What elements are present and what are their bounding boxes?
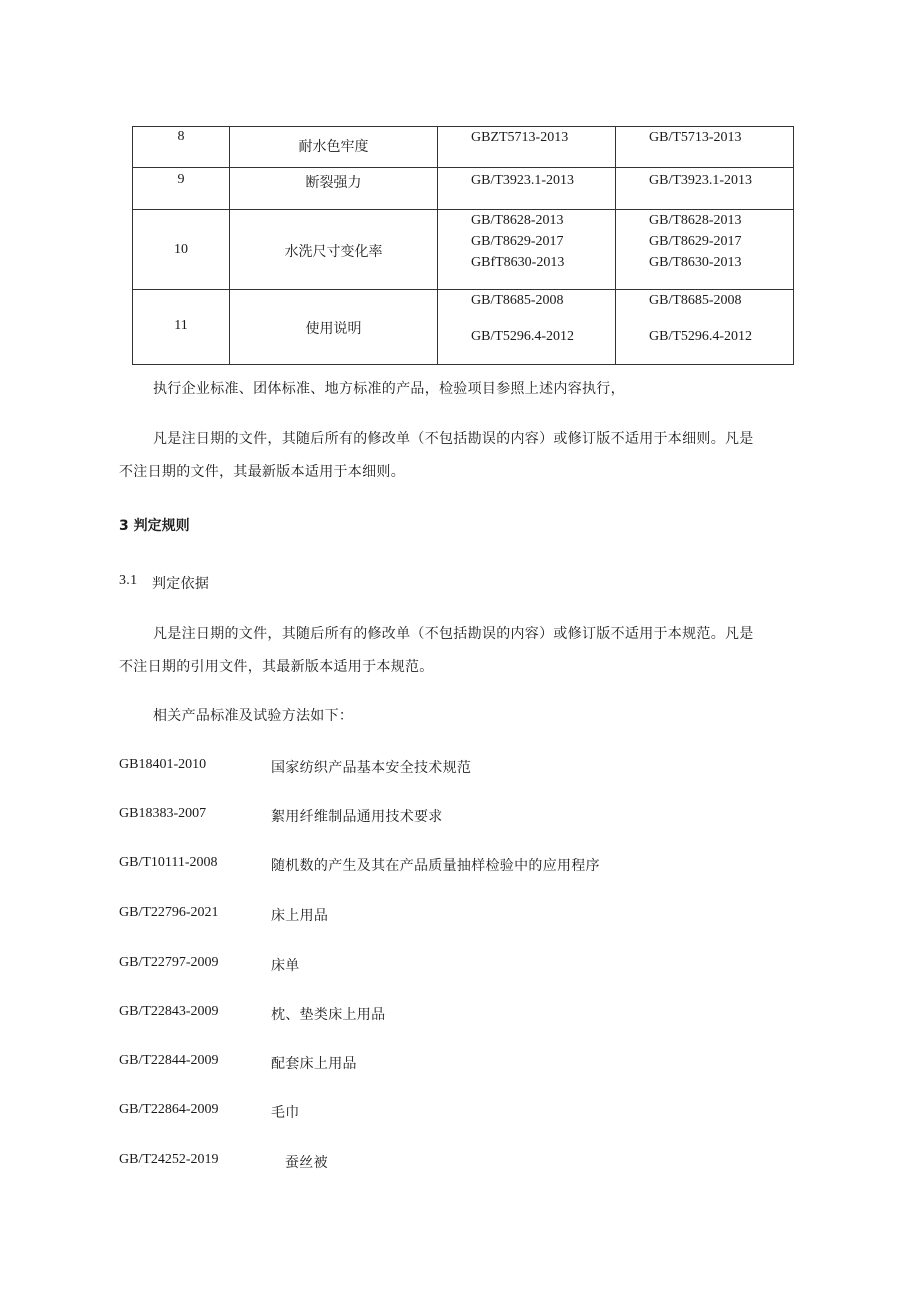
standard-a-cell [438, 127, 616, 168]
reference-title: 毛巾 [271, 1105, 300, 1121]
reference-code: GB/T10111-2008 [119, 855, 218, 870]
paragraph-dated-docs-line2: 不注日期的文件，其最新版本适用于本细则。 [119, 464, 405, 480]
section-heading-3: 3 判定规则 [119, 518, 190, 534]
item-name: 耐水色牢度 [298, 139, 369, 155]
reference-code: GB18401-2010 [119, 757, 207, 772]
reference-title: 床上用品 [271, 908, 329, 924]
reference-title: 随机数的产生及其在产品质量抽样检验中的应用程序 [271, 858, 600, 874]
standard-a-line: GB/T8629-2017 [471, 234, 564, 249]
reference-title: 枕、垫类床上用品 [271, 1007, 386, 1023]
reference-title: 国家纺织产品基本安全技术规范 [271, 760, 472, 776]
standard-b-cell [616, 168, 794, 210]
reference-title: 床单 [271, 958, 300, 974]
reference-code: GB/T24252-2019 [119, 1152, 219, 1167]
standard-b-line: GB/T5713-2013 [649, 130, 742, 145]
subsection-title: 判定依据 [152, 576, 210, 592]
reference-code: GB/T22796-2021 [119, 905, 219, 920]
item-cell [230, 290, 438, 365]
standard-b-line: GB/T5296.4-2012 [649, 329, 753, 344]
standard-a-line: GB/T8628-2013 [471, 213, 564, 228]
reference-code: GB18383-2007 [119, 806, 207, 821]
row-number: 8 [177, 129, 185, 144]
row-number-cell [133, 210, 230, 290]
reference-title: 配套床上用品 [271, 1056, 357, 1072]
item-name: 使用说明 [305, 321, 362, 337]
table-row [133, 168, 794, 210]
paragraph-dated-refs-line1: 凡是注日期的文件，其随后所有的修改单（不包括勘误的内容）或修订版不适用于本规范。凡是 [153, 626, 754, 642]
standard-b-cell [616, 210, 794, 290]
table-row [133, 210, 794, 290]
item-cell [230, 127, 438, 168]
reference-title: 蚕丝被 [285, 1155, 328, 1171]
reference-code: GB/T22864-2009 [119, 1102, 219, 1117]
standard-a-line: GB/T8685-2008 [471, 293, 564, 308]
row-number-cell [133, 290, 230, 365]
standard-b-line: GB/T8685-2008 [649, 293, 742, 308]
row-number: 10 [174, 242, 188, 257]
paragraph-scope-note: 执行企业标准、团体标准、地方标准的产品，检验项目参照上述内容执行， [153, 381, 625, 397]
item-cell [230, 168, 438, 210]
standard-a-cell [438, 210, 616, 290]
row-number: 11 [174, 318, 188, 333]
standards-table [132, 126, 794, 365]
reference-code: GB/T22843-2009 [119, 1004, 219, 1019]
row-number-cell [133, 127, 230, 168]
paragraph-standards-intro: 相关产品标准及试验方法如下： [153, 708, 354, 724]
paragraph-dated-docs-line1: 凡是注日期的文件，其随后所有的修改单（不包括勘误的内容）或修订版不适用于本细则。凡是 [153, 431, 754, 447]
standard-a-line: GBZT5713-2013 [471, 130, 569, 145]
standard-b-line: GB/T8629-2017 [649, 234, 742, 249]
standard-b-line: GB/T8630-2013 [649, 255, 742, 270]
item-name: 水洗尺寸变化率 [284, 244, 383, 260]
subsection-number: 3.1 [119, 573, 138, 588]
standard-b-line: GB/T3923.1-2013 [649, 173, 753, 188]
standard-b-cell [616, 290, 794, 365]
row-number-cell [133, 168, 230, 210]
table-row [133, 290, 794, 365]
row-number: 9 [177, 172, 185, 187]
standard-b-line: GB/T8628-2013 [649, 213, 742, 228]
standard-a-line: GB/T5296.4-2012 [471, 329, 575, 344]
standard-a-line: GBfT8630-2013 [471, 255, 565, 270]
item-name: 断裂强力 [305, 175, 362, 191]
standard-a-line: GB/T3923.1-2013 [471, 173, 575, 188]
reference-title: 絮用纤维制品通用技术要求 [271, 809, 443, 825]
item-cell [230, 210, 438, 290]
standard-a-cell [438, 168, 616, 210]
paragraph-dated-refs-line2: 不注日期的引用文件，其最新版本适用于本规范。 [119, 659, 434, 675]
standard-a-cell [438, 290, 616, 365]
standard-b-cell [616, 127, 794, 168]
table-row [133, 127, 794, 168]
reference-code: GB/T22797-2009 [119, 955, 219, 970]
reference-code: GB/T22844-2009 [119, 1053, 219, 1068]
